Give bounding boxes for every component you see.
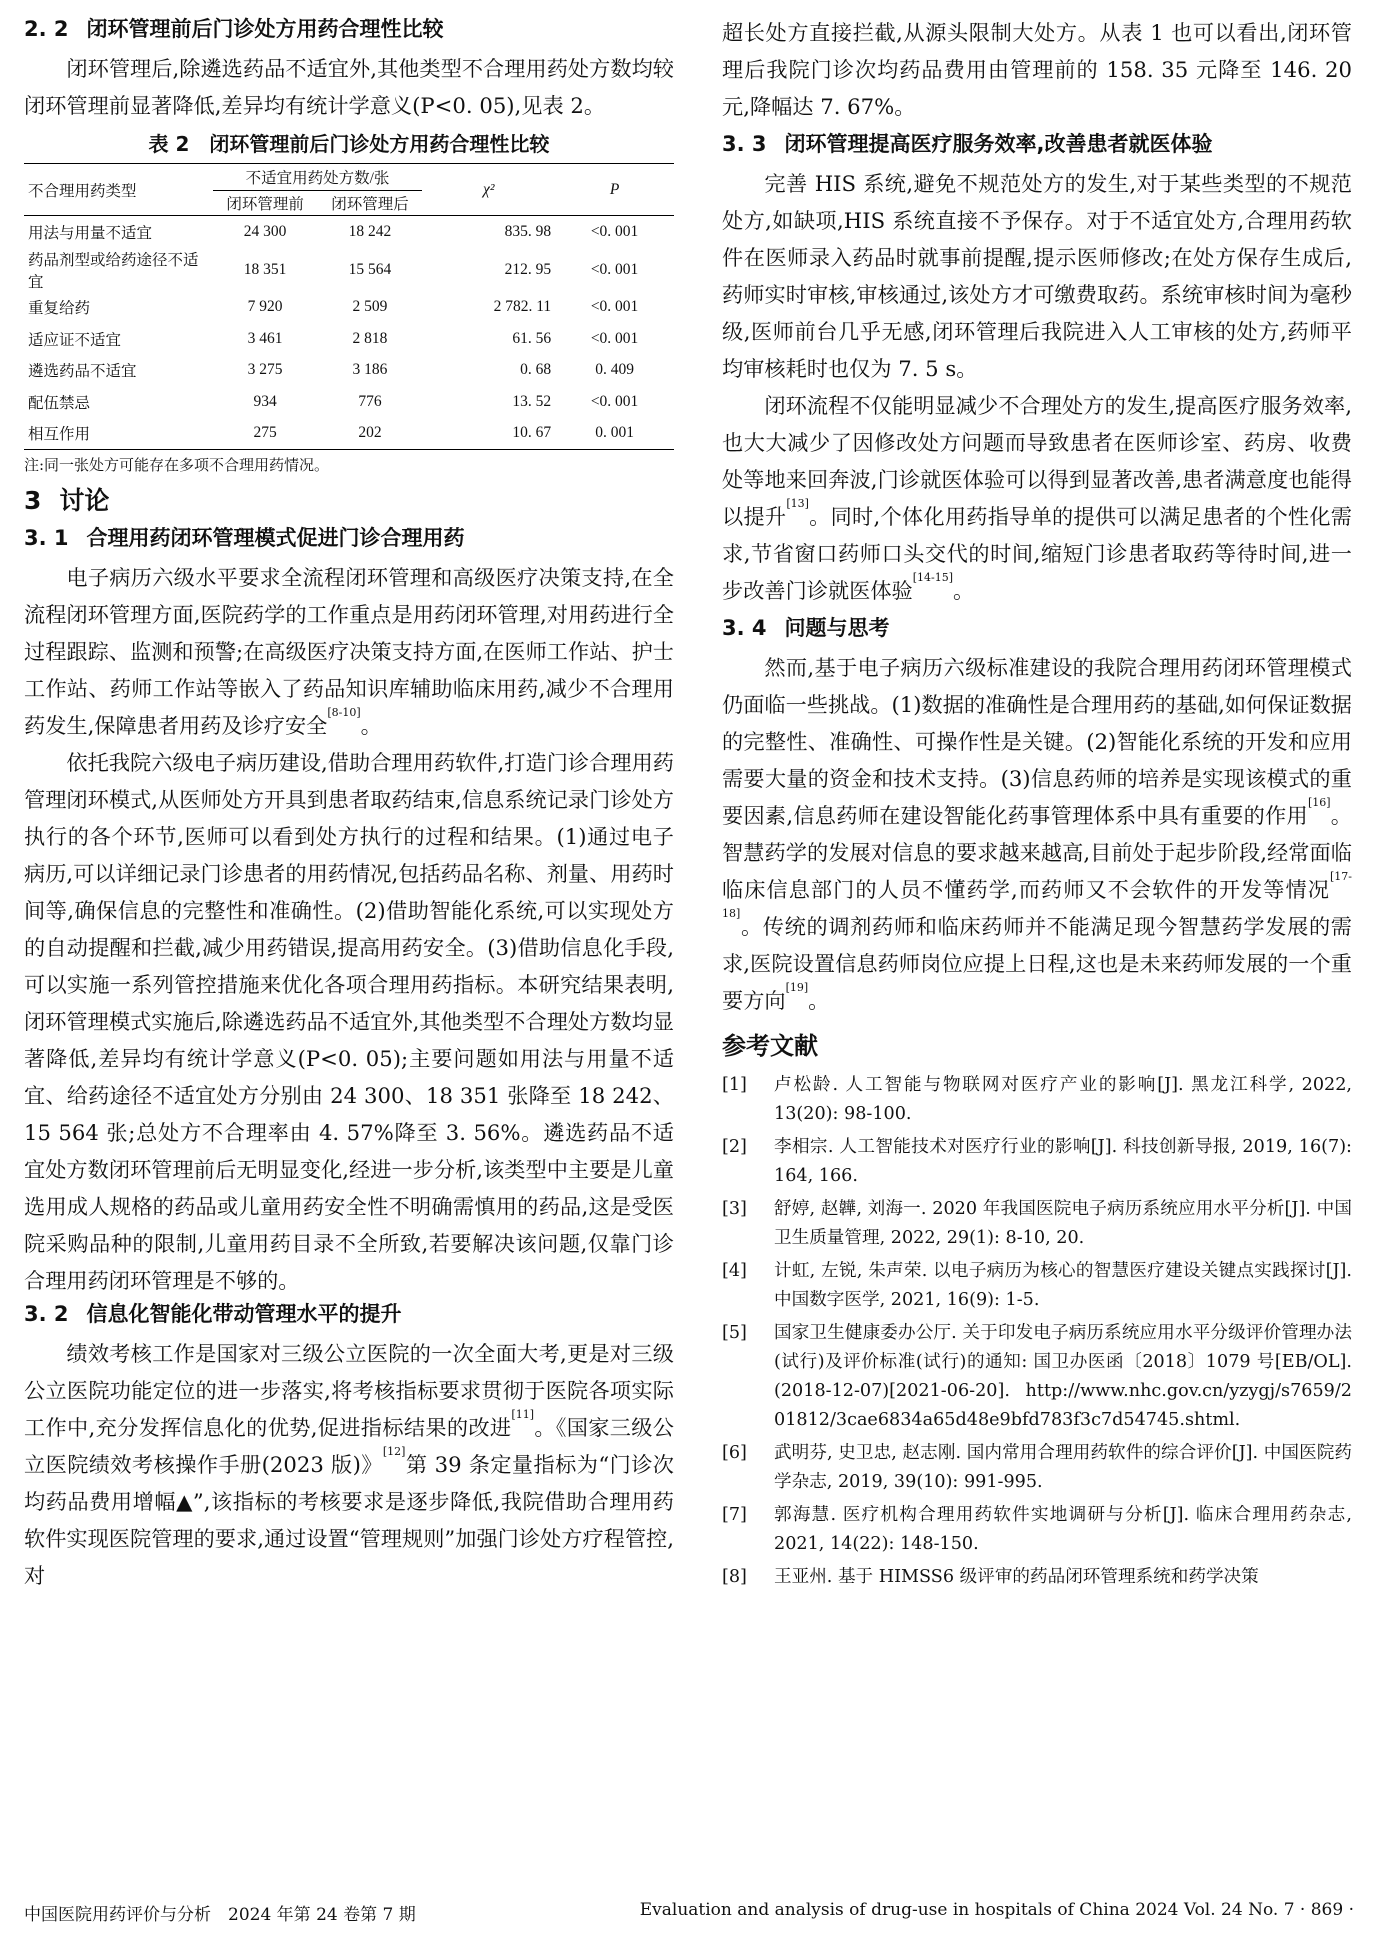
left-column: [24, 14, 674, 1594]
section-title: 合理用药闭环管理模式促进门诊合理用药: [86, 526, 465, 550]
section-2-2-paragraph: 闭环管理后,除遴选药品不适宜外,其他类型不合理用药处方数均较闭环管理前显著降低,差异均有统计学意义(P<0. 05),见表 2。: [24, 56, 674, 118]
section-3-2-paragraph: 绩效考核工作是国家对三级公立医院的一次全面大考,更是对三级公立医院功能定位的进一步落实,将考核指标要求贯彻于医院各项实际工作中,充分发挥信息化的优势,促进指标结果的改进[11]。《国家三级公立医院绩效考核操作手册(2023 版)》[12]第 39 条定量指标为“门诊次均药品费用增幅▲”,该指标的考核要求是逐步降低,我院借助合理用药软件实现医院管理的要求,通过设置“管理规则”加强门诊处方疗程管控,对: [24, 1341, 674, 1588]
reference-item: [4] 计虹, 左锐, 朱声荣. 以电子病历为核心的智慧医疗建设关键点实践探讨[J]. 中国数字医学, 2021, 16(9): 1-5.: [722, 1261, 1352, 1310]
section-3-3-paragraph-1: 完善 HIS 系统,避免不规范处方的发生,对于某些类型的不规范处方,如缺项,HIS 系统直接不予保存。对于不适宜处方,合理用药软件在医师录入药品时就事前提醒,提示医师修改;在处方保存生成后,药师实时审核,审核通过,该处方才可缴费取药。系统审核时间为毫秒级,医师前台几乎无感,闭环管理后我院进入人工审核的处方,药师平均审核耗时也仅为 7. 5 s。: [722, 171, 1352, 381]
section-number: 3. 1: [24, 526, 69, 550]
table-row: 遴选药品不适宜 3 275 3 186 0. 68 0. 409: [28, 361, 634, 381]
reference-item: [3] 舒婷, 赵韡, 刘海一. 2020 年我国医院电子病历系统应用水平分析[J]. 中国卫生质量管理, 2022, 29(1): 8-10, 20.: [722, 1199, 1352, 1248]
page-footer: [24, 1900, 1354, 1925]
reference-item: [1] 卢松龄. 人工智能与物联网对医疗产业的影响[J]. 黑龙江科学, 2022, 13(20): 98-100.: [722, 1075, 1352, 1124]
table-row: 配伍禁忌 934 776 13. 52 <0. 001: [28, 392, 639, 412]
section-title: 闭环管理前后门诊处方用药合理性比较: [86, 17, 444, 41]
right-column: [722, 14, 1352, 1596]
table-row: 用法与用量不适宜 24 300 18 242 835. 98 <0. 001: [28, 222, 639, 242]
citation[interactable]: [12]: [382, 1445, 406, 1458]
header-type: 不合理用药类型: [24, 164, 213, 216]
header-before: 闭环管理前: [213, 191, 318, 216]
section-title: 闭环管理提高医疗服务效率,改善患者就医体验: [784, 132, 1213, 156]
section-number: 3. 3: [722, 132, 767, 156]
citation[interactable]: [14-15]: [912, 571, 953, 584]
table-caption: 表 2 闭环管理前后门诊处方用药合理性比较: [148, 132, 550, 156]
citation[interactable]: [17-18]: [722, 870, 1352, 920]
section-3-3-paragraph-2: 闭环流程不仅能明显减少不合理处方的发生,提高医疗服务效率,也大大减少了因修改处方问题而导致患者在医师诊室、药房、收费处等地来回奔波,门诊就医体验可以得到显著改善,患者满意度也能得以提升[13]。同时,个体化用药指导单的提供可以满足患者的个性化需求,节省窗口药师口头交代的时间,缩短门诊患者取药等待时间,进一步改善门诊就医体验[14-15]。: [722, 393, 1352, 603]
reference-list: [722, 1071, 1352, 1592]
citation[interactable]: [19]: [785, 981, 809, 994]
section-number: 3: [24, 486, 42, 515]
reference-item: [5] 国家卫生健康委办公厅. 关于印发电子病历系统应用水平分级评价管理办法(试行)及评价标准(试行)的通知: 国卫办医函〔2018〕1079 号[EB/OL]. (2018-12-07)[2021-06-20]. http://www.nhc.gov.cn/yzygj/s7659/201812/3cae6834a65d48e9bfd783f3c7d54745.shtml.: [722, 1323, 1352, 1430]
section-number: 3. 4: [722, 616, 767, 640]
section-3-1-paragraph-1: 电子病历六级水平要求全流程闭环管理和高级医疗决策支持,在全流程闭环管理方面,医院药学的工作重点是用药闭环管理,对用药进行全过程跟踪、监测和预警;在高级医疗决策支持方面,在医师工作站、护士工作站、药师工作站等嵌入了药品知识库辅助临床用药,减少不合理用药发生,保障患者用药及诊疗安全[8-10]。: [24, 565, 674, 738]
reference-item: [2] 李相宗. 人工智能技术对医疗行业的影响[J]. 科技创新导报, 2019, 16(7): 164, 166.: [722, 1137, 1352, 1186]
reference-item: [8] 王亚州. 基于 HIMSS6 级评审的药品闭环管理系统和药学决策: [722, 1567, 1259, 1587]
section-3-4-heading: [722, 613, 1352, 643]
header-p: P: [555, 164, 674, 216]
results-table: [24, 163, 674, 450]
section-3-3-heading: [722, 129, 1352, 159]
section-3-1-heading: [24, 523, 674, 553]
section-3-4-paragraph: 然而,基于电子病历六级标准建设的我院合理用药闭环管理模式仍面临一些挑战。(1)数据的准确性是合理用药的基础,如何保证数据的完整性、准确性、可操作性是关键。(2)智能化系统的开发和应用需要大量的资金和技术支持。(3)信息药师的培养是实现该模式的重要因素,信息药师在建设智能化药事管理体系中具有重要的作用[16]。智慧药学的发展对信息的要求越来越高,目前处于起步阶段,经常面临临床信息部门的人员不懂药学,而药师又不会软件的开发等情况[17-18]。传统的调剂药师和临床药师并不能满足现今智慧药学发展的需求,医院设置信息药师岗位应提上日程,这也是未来药师发展的一个重要方向[19]。: [722, 655, 1352, 1013]
citation[interactable]: [8-10]: [327, 706, 361, 719]
header-after: 闭环管理后: [318, 191, 423, 216]
header-group: 不适宜用药处方数/张: [213, 164, 423, 191]
section-title: 讨论: [59, 486, 110, 515]
table-row: 药品剂型或给药途径不适宜 18 351 15 564 212. 95 <0. 001: [28, 251, 639, 291]
section-3-2-heading: [24, 1299, 674, 1329]
section-title: 问题与思考: [784, 616, 890, 640]
footer-journal-cn: 中国医院用药评价与分析 2024 年第 24 卷第 7 期: [24, 1905, 416, 1925]
table-row: 相互作用 275 202 10. 67 0. 001: [24, 418, 674, 450]
table-row: 重复给药 7 920 2 509 2 782. 11 <0. 001: [28, 298, 639, 318]
references-heading: 参考文献: [722, 1032, 818, 1060]
header-chi: χ²: [422, 164, 555, 216]
section-2-2-heading: [24, 14, 674, 44]
reference-item: [6] 武明芬, 史卫忠, 赵志刚. 国内常用合理用药软件的综合评价[J]. 中国医院药学杂志, 2019, 39(10): 991-995.: [722, 1443, 1352, 1492]
continued-paragraph: 超长处方直接拦截,从源头限制大处方。从表 1 也可以看出,闭环管理后我院门诊次均药品费用由管理前的 158. 35 元降至 146. 20 元,降幅达 7. 67%。: [722, 20, 1352, 119]
citation[interactable]: [11]: [511, 1408, 534, 1421]
footer-journal-en: Evaluation and analysis of drug-use in hospitals of China 2024 Vol. 24 No. 7 · 869 ·: [639, 1900, 1354, 1920]
table-note: 注:同一张处方可能存在多项不合理用药情况。: [24, 456, 330, 474]
citation[interactable]: [13]: [786, 497, 809, 510]
section-3-1-paragraph-2: 依托我院六级电子病历建设,借助合理用药软件,打造门诊合理用药管理闭环模式,从医师处方开具到患者取药结束,信息系统记录门诊处方执行的各个环节,医师可以看到处方执行的过程和结果。(1)通过电子病历,可以详细记录门诊患者的用药情况,包括药品名称、剂量、用药时间等,确保信息的完整性和准确性。(2)借助智能化系统,可以实现处方的自动提醒和拦截,减少用药错误,提高用药安全。(3)借助信息化手段,可以实施一系列管控措施来优化各项合理用药指标。本研究结果表明,闭环管理模式实施后,除遴选药品不适宜外,其他类型不合理处方数均显著降低,差异均有统计学意义(P<0. 05);主要问题如用法与用量不适宜、给药途径不适宜处方分别由 24 300、18 351 张降至 18 242、15 564 张;总处方不合理率由 4. 57%降至 3. 56%。遴选药品不适宜处方数闭环管理前后无明显变化,经进一步分析,该类型中主要是儿童选用成人规格的药品或儿童用药安全性不明确需慎用的药品,这是受医院采购品种的限制,儿童用药目录不全所致,若要解决该问题,仅靠门诊合理用药闭环管理是不够的。: [24, 750, 674, 1293]
citation[interactable]: [16]: [1307, 796, 1331, 809]
section-number: 2. 2: [24, 17, 69, 41]
reference-item: [7] 郭海慧. 医疗机构合理用药软件实地调研与分析[J]. 临床合理用药杂志, 2021, 14(22): 148-150.: [722, 1505, 1352, 1554]
table-row: 适应证不适宜 3 461 2 818 61. 56 <0. 001: [28, 329, 639, 349]
section-number: 3. 2: [24, 1302, 69, 1326]
section-title: 信息化智能化带动管理水平的提升: [86, 1302, 402, 1326]
section-3-heading: [24, 483, 674, 519]
